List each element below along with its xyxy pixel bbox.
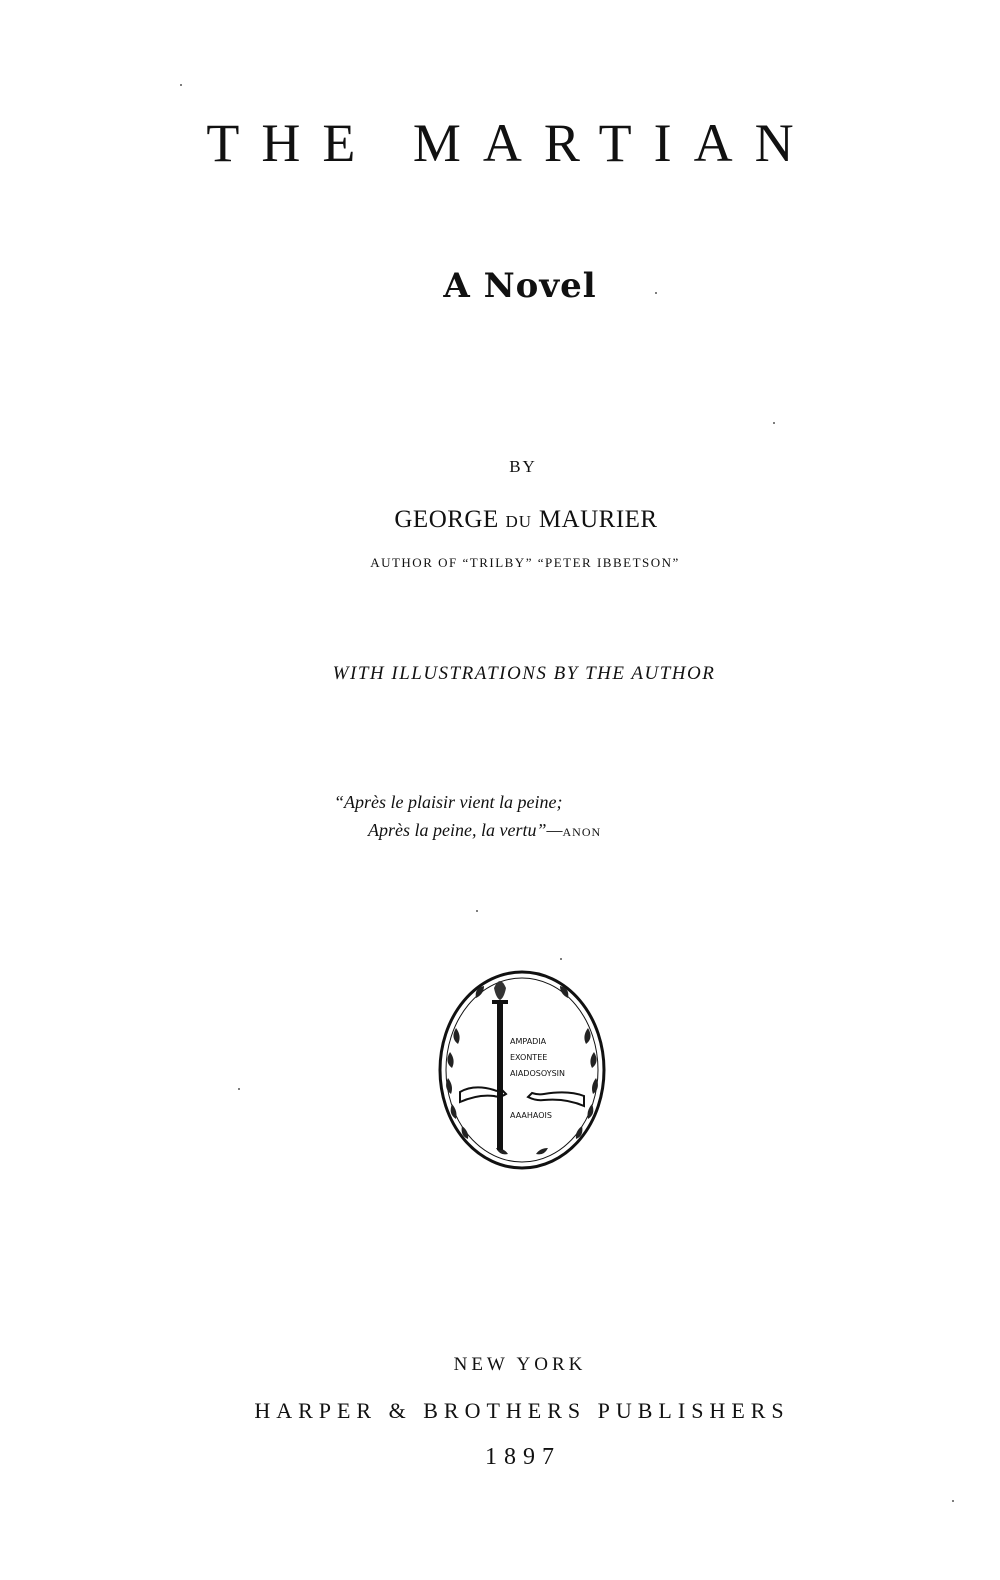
- emblem-text-3: AIADOSOYSIN: [510, 1069, 566, 1078]
- paper-speck: [952, 1500, 954, 1502]
- paper-speck: [773, 422, 775, 424]
- emblem-text-1: AMPADIA: [510, 1037, 547, 1046]
- illustrations-note: WITH ILLUSTRATIONS BY THE AUTHOR: [332, 663, 716, 684]
- epigraph-line-2: Après la peine, la vertu”—: [368, 820, 563, 840]
- paper-speck: [560, 958, 562, 960]
- paper-speck: [476, 910, 478, 912]
- publisher-emblem-icon: [436, 968, 608, 1172]
- publication-place: NEW YORK: [453, 1354, 587, 1375]
- epigraph-line-2-wrap: [334, 816, 601, 846]
- epigraph: [334, 788, 601, 846]
- author-particle: DU: [505, 512, 533, 531]
- paper-speck: [180, 84, 182, 86]
- author-last-name: MAURIER: [538, 506, 658, 533]
- epigraph-line-1: “Après le plaisir vient la peine;: [334, 792, 563, 812]
- publication-year: 1897: [485, 1444, 561, 1470]
- publisher-name: HARPER & BROTHERS PUBLISHERS: [254, 1398, 790, 1423]
- emblem-text-2: EXONTEE: [510, 1053, 548, 1062]
- book-subtitle: A Novel: [443, 266, 597, 306]
- author-name: [0, 506, 1000, 534]
- paper-speck: [655, 292, 657, 294]
- book-title: THE MARTIAN: [206, 113, 816, 173]
- epigraph-attribution: ANON: [562, 825, 602, 839]
- paper-speck: [238, 1088, 240, 1090]
- emblem-text-4: AAAHAOIS: [510, 1111, 552, 1120]
- author-previous-works: AUTHOR OF “TRILBY” “PETER IBBETSON”: [370, 555, 680, 570]
- by-line: BY: [509, 457, 537, 476]
- author-first-name: GEORGE: [394, 506, 499, 533]
